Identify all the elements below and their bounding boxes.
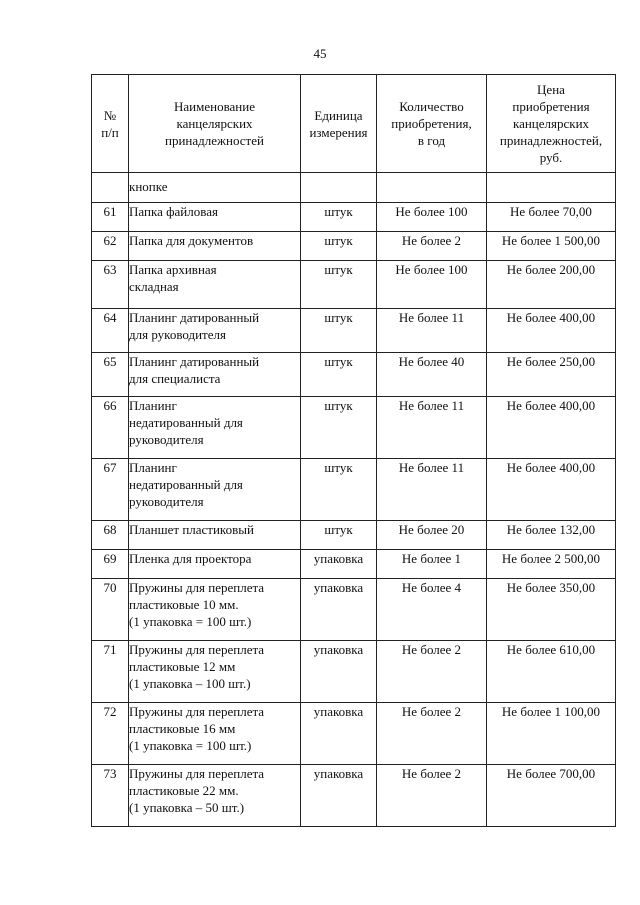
table-row — [92, 309, 616, 353]
row-number: 65 — [92, 353, 129, 397]
item-name-line: пластиковые 12 мм — [129, 659, 236, 674]
unit-of-measure: штук — [301, 397, 377, 459]
item-name-line: Пленка для проектора — [129, 551, 252, 566]
continuation-qty-cell — [377, 173, 487, 203]
header-qty-line: приобретения, — [391, 116, 472, 131]
item-name-line: пластиковые 22 мм. — [129, 783, 239, 798]
item-name-line: Планинг датированный — [129, 354, 260, 369]
item-name — [129, 261, 301, 309]
item-name — [129, 397, 301, 459]
header-num — [92, 75, 129, 173]
unit-of-measure: штук — [301, 261, 377, 309]
unit-of-measure: штук — [301, 521, 377, 550]
item-name-line: Папка архивная — [129, 262, 217, 277]
item-name-line: Папка для документов — [129, 233, 254, 248]
row-number: 73 — [92, 765, 129, 827]
purchase-price: Не более 132,00 — [487, 521, 616, 550]
item-name-line: пластиковые 10 мм. — [129, 597, 239, 612]
header-qty-line: в год — [417, 133, 446, 148]
table-row — [92, 550, 616, 579]
item-name — [129, 309, 301, 353]
header-num-line: п/п — [101, 124, 119, 140]
header-name-line: Наименование — [174, 99, 255, 114]
purchase-quantity: Не более 40 — [377, 353, 487, 397]
purchase-quantity: Не более 20 — [377, 521, 487, 550]
row-number: 68 — [92, 521, 129, 550]
purchase-price: Не более 350,00 — [487, 579, 616, 641]
table-row — [92, 579, 616, 641]
unit-of-measure: упаковка — [301, 765, 377, 827]
header-unit — [301, 75, 377, 173]
item-name-line: Папка файловая — [129, 204, 218, 219]
purchase-quantity: Не более 100 — [377, 203, 487, 232]
row-number: 71 — [92, 641, 129, 703]
row-number: 62 — [92, 232, 129, 261]
unit-of-measure: упаковка — [301, 703, 377, 765]
purchase-price: Не более 610,00 — [487, 641, 616, 703]
header-price — [487, 75, 616, 173]
row-number: 70 — [92, 579, 129, 641]
unit-of-measure: штук — [301, 232, 377, 261]
row-number: 67 — [92, 459, 129, 521]
item-name-line: для специалиста — [129, 371, 221, 386]
table-row — [92, 641, 616, 703]
row-number: 72 — [92, 703, 129, 765]
purchase-price: Не более 400,00 — [487, 309, 616, 353]
item-name-line: недатированный для — [129, 477, 243, 492]
purchase-price: Не более 200,00 — [487, 261, 616, 309]
item-name-line: (1 упаковка = 100 шт.) — [129, 738, 252, 753]
header-price-line: приобретения — [512, 99, 590, 114]
table-row — [92, 232, 616, 261]
item-name — [129, 765, 301, 827]
table-header-row — [92, 75, 616, 173]
item-name-line: пластиковые 16 мм — [129, 721, 236, 736]
table-row — [92, 703, 616, 765]
header-name-line: принадлежностей — [165, 133, 264, 148]
header-unit-line: измерения — [309, 124, 368, 140]
header-price-line: Цена — [537, 82, 565, 97]
purchase-quantity: Не более 4 — [377, 579, 487, 641]
header-name — [129, 75, 301, 173]
purchase-price: Не более 400,00 — [487, 397, 616, 459]
item-name — [129, 703, 301, 765]
unit-of-measure: упаковка — [301, 579, 377, 641]
row-number: 61 — [92, 203, 129, 232]
purchase-price: Не более 250,00 — [487, 353, 616, 397]
purchase-quantity: Не более 11 — [377, 397, 487, 459]
purchase-quantity: Не более 1 — [377, 550, 487, 579]
item-name-line: (1 упаковка – 100 шт.) — [129, 676, 251, 691]
row-number: 69 — [92, 550, 129, 579]
continuation-row — [92, 173, 616, 203]
item-name-line: (1 упаковка – 50 шт.) — [129, 800, 245, 815]
purchase-price: Не более 1 100,00 — [487, 703, 616, 765]
item-name — [129, 459, 301, 521]
item-name-line: Планинг — [129, 460, 177, 475]
continuation-unit-cell — [301, 173, 377, 203]
item-name — [129, 641, 301, 703]
unit-of-measure: штук — [301, 309, 377, 353]
row-number: 66 — [92, 397, 129, 459]
row-number: 63 — [92, 261, 129, 309]
table-row — [92, 353, 616, 397]
header-name-line: канцелярских — [176, 116, 253, 131]
purchase-price: Не более 700,00 — [487, 765, 616, 827]
unit-of-measure: штук — [301, 203, 377, 232]
item-name-line: Пружины для переплета — [129, 704, 265, 719]
purchase-price: Не более 1 500,00 — [487, 232, 616, 261]
unit-of-measure: штук — [301, 353, 377, 397]
purchase-quantity: Не более 2 — [377, 641, 487, 703]
item-name-line: Планинг — [129, 398, 177, 413]
item-name — [129, 550, 301, 579]
header-num-line: № — [103, 107, 117, 123]
item-name — [129, 353, 301, 397]
continuation-price-cell — [487, 173, 616, 203]
header-qty — [377, 75, 487, 173]
header-price-line: канцелярских — [512, 116, 590, 131]
unit-of-measure: упаковка — [301, 550, 377, 579]
header-qty-line: Количество — [399, 99, 464, 114]
item-name — [129, 232, 301, 261]
stationery-table — [91, 74, 616, 827]
item-name-line: Планшет пластиковый — [129, 522, 254, 537]
item-name-line: Пружины для переплета — [129, 642, 265, 657]
table-row — [92, 261, 616, 309]
table-row — [92, 203, 616, 232]
purchase-price: Не более 400,00 — [487, 459, 616, 521]
table-row — [92, 521, 616, 550]
item-name-line: складная — [129, 279, 179, 294]
purchase-quantity: Не более 11 — [377, 309, 487, 353]
header-price-line: руб. — [539, 150, 563, 165]
item-name-line: Пружины для переплета — [129, 580, 265, 595]
item-name-line: недатированный для — [129, 415, 243, 430]
item-name-line: Пружины для переплета — [129, 766, 265, 781]
item-name-line: руководителя — [129, 432, 204, 447]
purchase-quantity: Не более 11 — [377, 459, 487, 521]
continuation-num-cell — [92, 173, 129, 203]
item-name-line: руководителя — [129, 494, 204, 509]
purchase-price: Не более 2 500,00 — [487, 550, 616, 579]
header-price-line: принадлежностей, — [499, 133, 603, 148]
unit-of-measure: штук — [301, 459, 377, 521]
header-unit-line: Единица — [314, 107, 363, 123]
item-name-line: для руководителя — [129, 327, 226, 342]
item-name — [129, 521, 301, 550]
page-number: 45 — [313, 46, 327, 61]
row-number: 64 — [92, 309, 129, 353]
purchase-quantity: Не более 2 — [377, 232, 487, 261]
purchase-quantity: Не более 100 — [377, 261, 487, 309]
table-row — [92, 397, 616, 459]
table-row — [92, 765, 616, 827]
item-name-line: Планинг датированный — [129, 310, 260, 325]
item-name — [129, 579, 301, 641]
continuation-text: кнопке — [129, 173, 301, 203]
purchase-quantity: Не более 2 — [377, 765, 487, 827]
item-name — [129, 203, 301, 232]
purchase-price: Не более 70,00 — [487, 203, 616, 232]
purchase-quantity: Не более 2 — [377, 703, 487, 765]
item-name-line: (1 упаковка = 100 шт.) — [129, 614, 252, 629]
table-row — [92, 459, 616, 521]
unit-of-measure: упаковка — [301, 641, 377, 703]
